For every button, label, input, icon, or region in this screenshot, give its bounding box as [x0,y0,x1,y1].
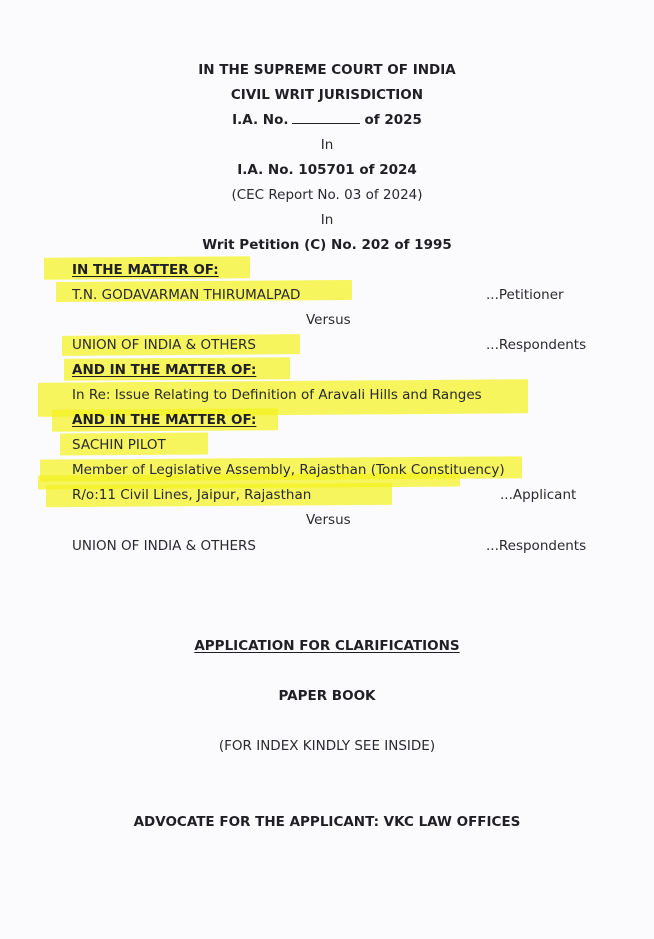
matter-2-text: In Re: Issue Relating to Definition of Aravali Hills and Ranges [72,387,482,403]
respondent-1-role: ...Respondents [486,337,587,353]
versus-1: Versus [306,312,351,328]
jurisdiction: CIVIL WRIT JURISDICTION [230,87,424,103]
petitioner-role: ...Petitioner [486,287,564,303]
applicant-role: ...Applicant [500,487,577,503]
applicant-name: SACHIN PILOT [72,437,166,453]
writ-petition: Writ Petition (C) No. 202 of 1995 [202,237,452,253]
in-connector-1: In [320,137,334,153]
ia-number-line [0,111,654,129]
court-name: IN THE SUPREME COURT OF INDIA [198,62,456,78]
respondent-2-role: ...Respondents [486,538,587,554]
versus-2: Versus [306,512,351,528]
respondent-2-name: UNION OF INDIA & OTHERS [72,538,256,554]
applicant-designation: Member of Legislative Assembly, Rajasthan (Tonk Constituency) [72,462,505,478]
matter-heading-2: AND IN THE MATTER OF: [72,362,257,378]
ia-number-blank [292,112,360,124]
ia-prefix: I.A. No. [232,112,289,128]
paper-book: PAPER BOOK [278,688,376,704]
respondent-1-name: UNION OF INDIA & OTHERS [72,337,256,353]
matter-heading-3: AND IN THE MATTER OF: [72,412,257,428]
petitioner-name: T.N. GODAVARMAN THIRUMALPAD [72,287,301,303]
matter-heading-1: IN THE MATTER OF: [72,262,219,278]
applicant-address: R/o:11 Civil Lines, Jaipur, Rajasthan [72,487,312,503]
index-note: (FOR INDEX KINDLY SEE INSIDE) [218,738,436,754]
in-connector-2: In [320,212,334,228]
advocate-line: ADVOCATE FOR THE APPLICANT: VKC LAW OFFICES [133,814,521,830]
ia-suffix: of 2025 [364,112,422,128]
ia-existing: I.A. No. 105701 of 2024 [237,162,417,178]
cec-report: (CEC Report No. 03 of 2024) [231,187,423,203]
application-title: APPLICATION FOR CLARIFICATIONS [194,638,460,654]
